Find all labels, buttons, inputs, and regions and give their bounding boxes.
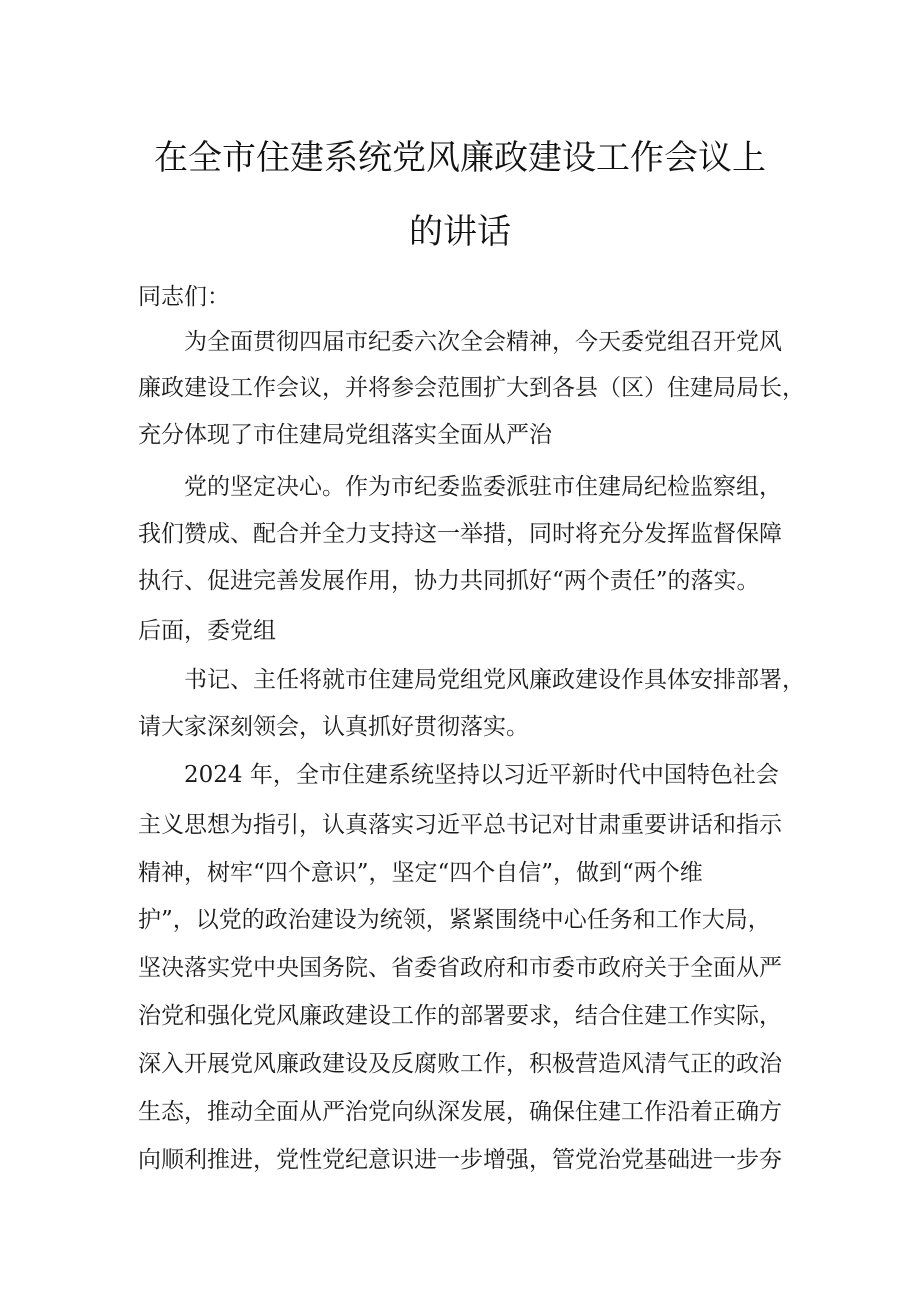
body-line: 执行、促进完善发展作用，协力共同抓好“两个责任”的落实。 [138,568,760,594]
body-line: 主义思想为指引，认真落实习近平总书记对甘肃重要讲话和指示 [138,812,782,838]
body-line: 向顺利推进，党性党纪意识进一步增强，管党治党基础进一步夯 [138,1147,782,1173]
body-line: 坚决落实党中央国务院、省委省政府和市委市政府关于全面从严 [138,955,782,981]
document-title-line-2: 的讲话 [409,212,511,252]
salutation: 同志们： [138,284,230,310]
document-title-line-1: 在全市住建系统党风廉政建设工作会议上 [154,138,766,178]
body-line: 党的坚定决心。作为市纪委监委派驻市住建局纪检监察组， [184,474,782,500]
body-line: 精神，树牢“四个意识”，坚定“四个自信”，做到“两个维 [138,860,703,886]
body-line: 深入开展党风廉政建设及反腐败工作，积极营造风清气正的政治 [138,1051,782,1077]
body-line: 请大家深刻领会，认真抓好贯彻落实。 [138,714,529,740]
body-line: 治党和强化党风廉政建设工作的部署要求，结合住建工作实际， [138,1003,782,1029]
body-line: 生态，推动全面从严治党向纵深发展，确保住建工作沿着正确方 [138,1099,782,1125]
body-line: 书记、主任将就市住建局党组党风廉政建设作具体安排部署， [184,667,805,693]
body-line: 2024 年，全市住建系统坚持以习近平新时代中国特色社会 [184,762,779,788]
body-line: 为全面贯彻四届市纪委六次全会精神，今天委党组召开党风 [184,329,782,355]
body-line: 我们赞成、配合并全力支持这一举措，同时将充分发挥监督保障 [138,521,782,547]
body-line: 充分体现了市住建局党组落实全面从严治 [138,422,552,448]
body-line: 廉政建设工作会议，并将参会范围扩大到各县（区）住建局局长， [138,375,805,401]
body-line: 护”，以党的政治建设为统领，紧紧围绕中心任务和工作大局， [138,907,771,933]
body-line: 后面，委党组 [138,618,276,644]
